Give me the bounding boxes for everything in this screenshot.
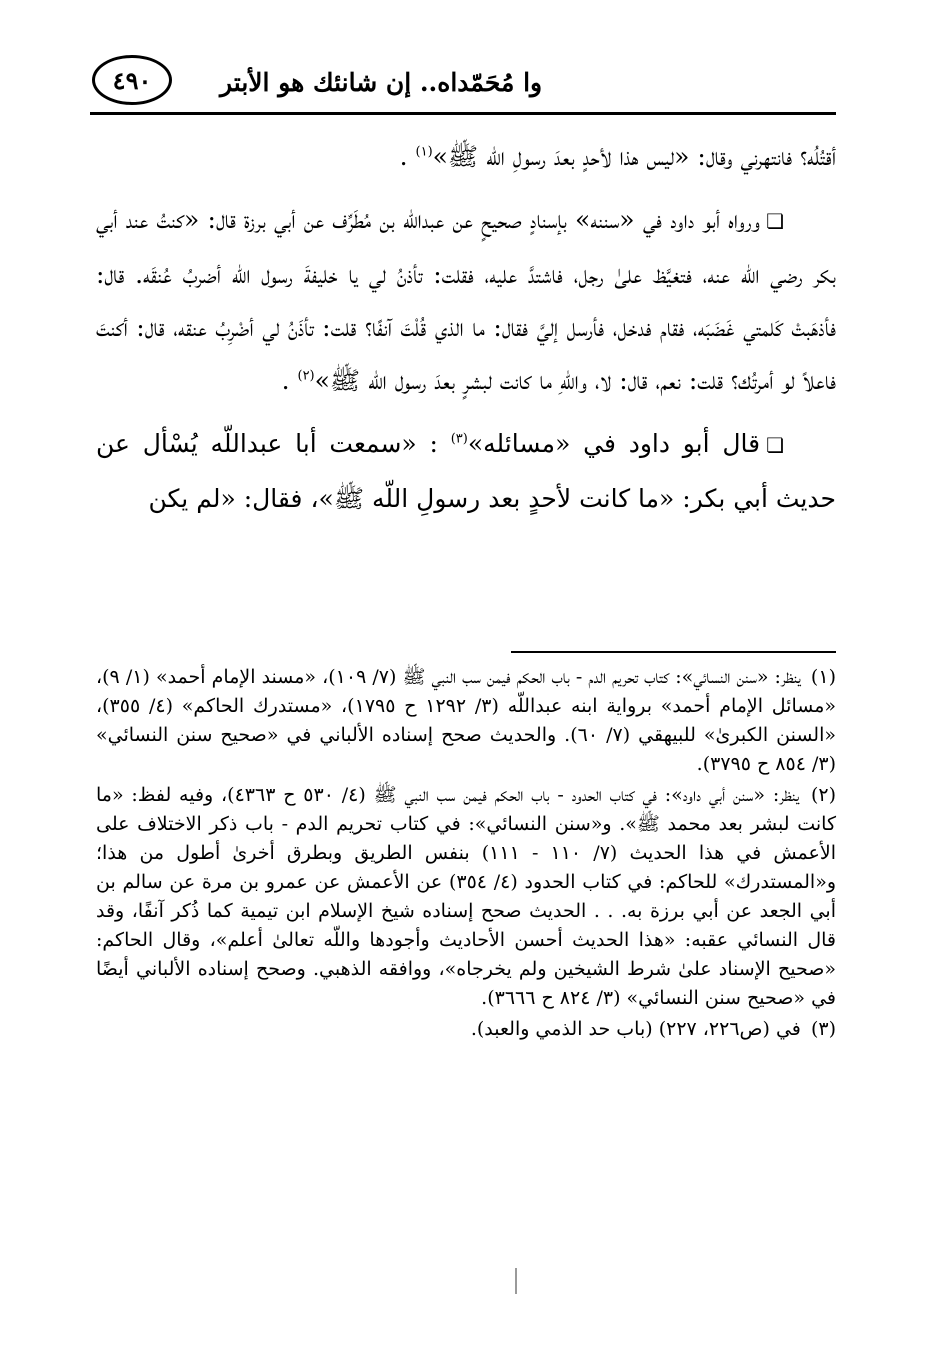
paragraph-text: ورواه أبو داود في «سننه» بإسنادٍ صحيحٍ عن عبداللّه بن مُطَرِّف عن أبي برزة قال: «كنتُ عند أبي بكر رضي الله عنه، فتغيَّظ علىٰ رجل، فاشتدَّ عليه، فقلت: تأذنُ لي يا خليفةَ رسول اللّه أضربُ عُنقَه. قال: فأذهَبتْ كَلمتي غَضَبَه، فقام فدخل، فأرسل إليَّ فقال: ما الذي قُلْتَ آنفًا؟ قلت: تأذَنُ لي أضْرِبُ عنقه، قال: أكنتَ فاعلاً لو أمرتُك؟ قلت: نعم، قال: لا، واللّهِ ما كانت لبشرٍ بعدَ رسول اللّه ﷺ» <box>96 205 836 395</box>
scan-artifact-mark <box>515 1268 517 1294</box>
footnote-marker: (٢) <box>810 784 836 806</box>
page-number: ٤٩٠ <box>112 65 152 95</box>
footnote-marker: (١) <box>810 666 836 688</box>
footnote-text: ينظر: «سنن النسائي»: كتاب تحريم الدم - باب الحكم فيمن سب النبي ﷺ (٧/ ١٠٩)، «مسند الإمام أحمد» (١/ ٩)، «مسائل الإمام أحمد» برواية ابنه عبداللّه (٣/ ١٢٩٢ ح ١٧٩٥)، «مستدرك الحاكم» (٤/ ٣٥٥)، «السنن الكبرىٰ» للبيهقي (٧/ ٦٠). والحديث صحح إسناده الألباني في «صحيح سنن النسائي» (٣/ ٨٥٤ ح ٣٧٩٥). <box>96 666 837 775</box>
paragraph-text: قال أبو داود في «مسائله» <box>467 429 761 458</box>
footnote-text: في (ص٢٢٦، ٢٢٧) (باب حد الذمي والعبد). <box>470 1018 801 1040</box>
page-number-oval <box>92 55 172 105</box>
footnote-reference[interactable]: (١) <box>415 144 433 160</box>
footnote-separator <box>511 651 836 653</box>
square-bullet-icon: ❏ <box>766 433 785 457</box>
footnotes <box>96 663 836 1046</box>
paragraph-text: أقتُلُه؟ فانتهرني وقال: «ليس هذا لأحدٍ بعدَ رسولِ اللّه ﷺ» <box>432 142 836 171</box>
running-title: وا مُحَمّداه.. إن شانئك هو الأبتر <box>220 68 543 97</box>
footnote <box>96 663 836 779</box>
square-bullet-icon: ❏ <box>766 209 784 233</box>
paragraph-tail: : «سمعت أبا عبداللّه يُسْأل عن حديث أبي بكر: «ما كانت لأحدٍ بعد رسولِ اللّه ﷺ»، فقال: «لم يكن <box>96 429 836 513</box>
footnote <box>96 1015 836 1044</box>
footnote-marker: (٣) <box>810 1018 836 1040</box>
footnote-text: ينظر: «سنن أبي داود»: في كتاب الحدود - باب الحكم فيمن سب النبي ﷺ (٤/ ٥٣٠ ح ٤٣٦٣)، وفيه لفظ: «ما كانت لبشر بعد محمد ﷺ». و«سنن النسائي»: في كتاب تحريم الدم - باب ذكر الاختلاف على الأعمش في هذا الحديث (٧/ ١١٠ - ١١١) بنفس الطريق وبطرق أخرىٰ أطول من هذا؛ و«المستدرك» للحاكم: في كتاب الحدود (٤/ ٣٥٤) عن الأعمش عن عمرو بن مرة عن سالم بن أبي الجعد عن أبي برزة به. . . الحديث صحح إسناده شيخ الإسلام ابن تيمية كما ذُكر آنفًا، وقد قال النسائي عقبه: «هذا الحديث أحسن الأحاديث وأجودها واللّه تعالىٰ أعلم»، وقال الحاكم: «صحيح الإسناد علىٰ شرط الشيخين ولم يخرجاه»، ووافقه الذهبي. وصحح إسناده الألباني أيضًا في «صحيح سنن النسائي» (٣/ ٨٢٤ ح ٣٦٦٦). <box>96 784 836 1009</box>
header-rule <box>90 112 836 115</box>
footnote <box>96 781 836 1013</box>
paragraph <box>96 130 836 183</box>
paragraph-tail: . <box>399 142 416 171</box>
running-header <box>90 55 836 117</box>
main-text <box>96 130 836 535</box>
paragraph <box>96 417 836 525</box>
footnote-reference[interactable]: (٢) <box>297 368 315 384</box>
footnote-reference[interactable]: (٣) <box>450 431 468 447</box>
paragraph-tail: . <box>281 366 298 395</box>
paragraph <box>96 193 836 407</box>
